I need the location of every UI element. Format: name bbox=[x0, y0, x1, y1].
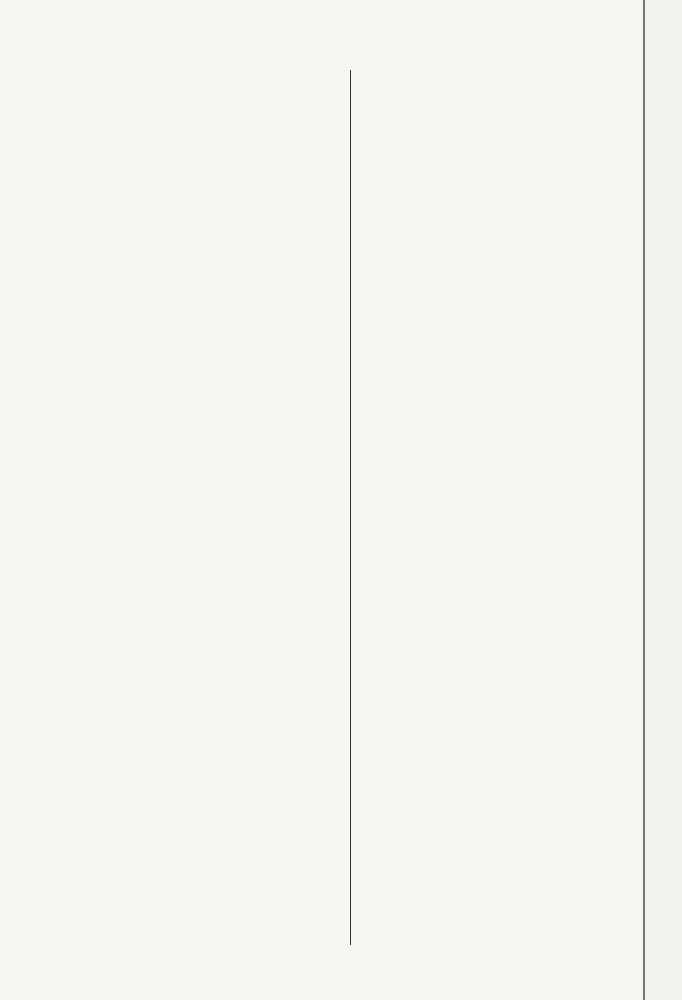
page-header bbox=[40, 44, 600, 62]
left-column bbox=[79, 66, 341, 74]
right-column bbox=[358, 66, 620, 74]
next-page-fragment bbox=[645, 0, 682, 1000]
column-divider bbox=[350, 70, 351, 945]
